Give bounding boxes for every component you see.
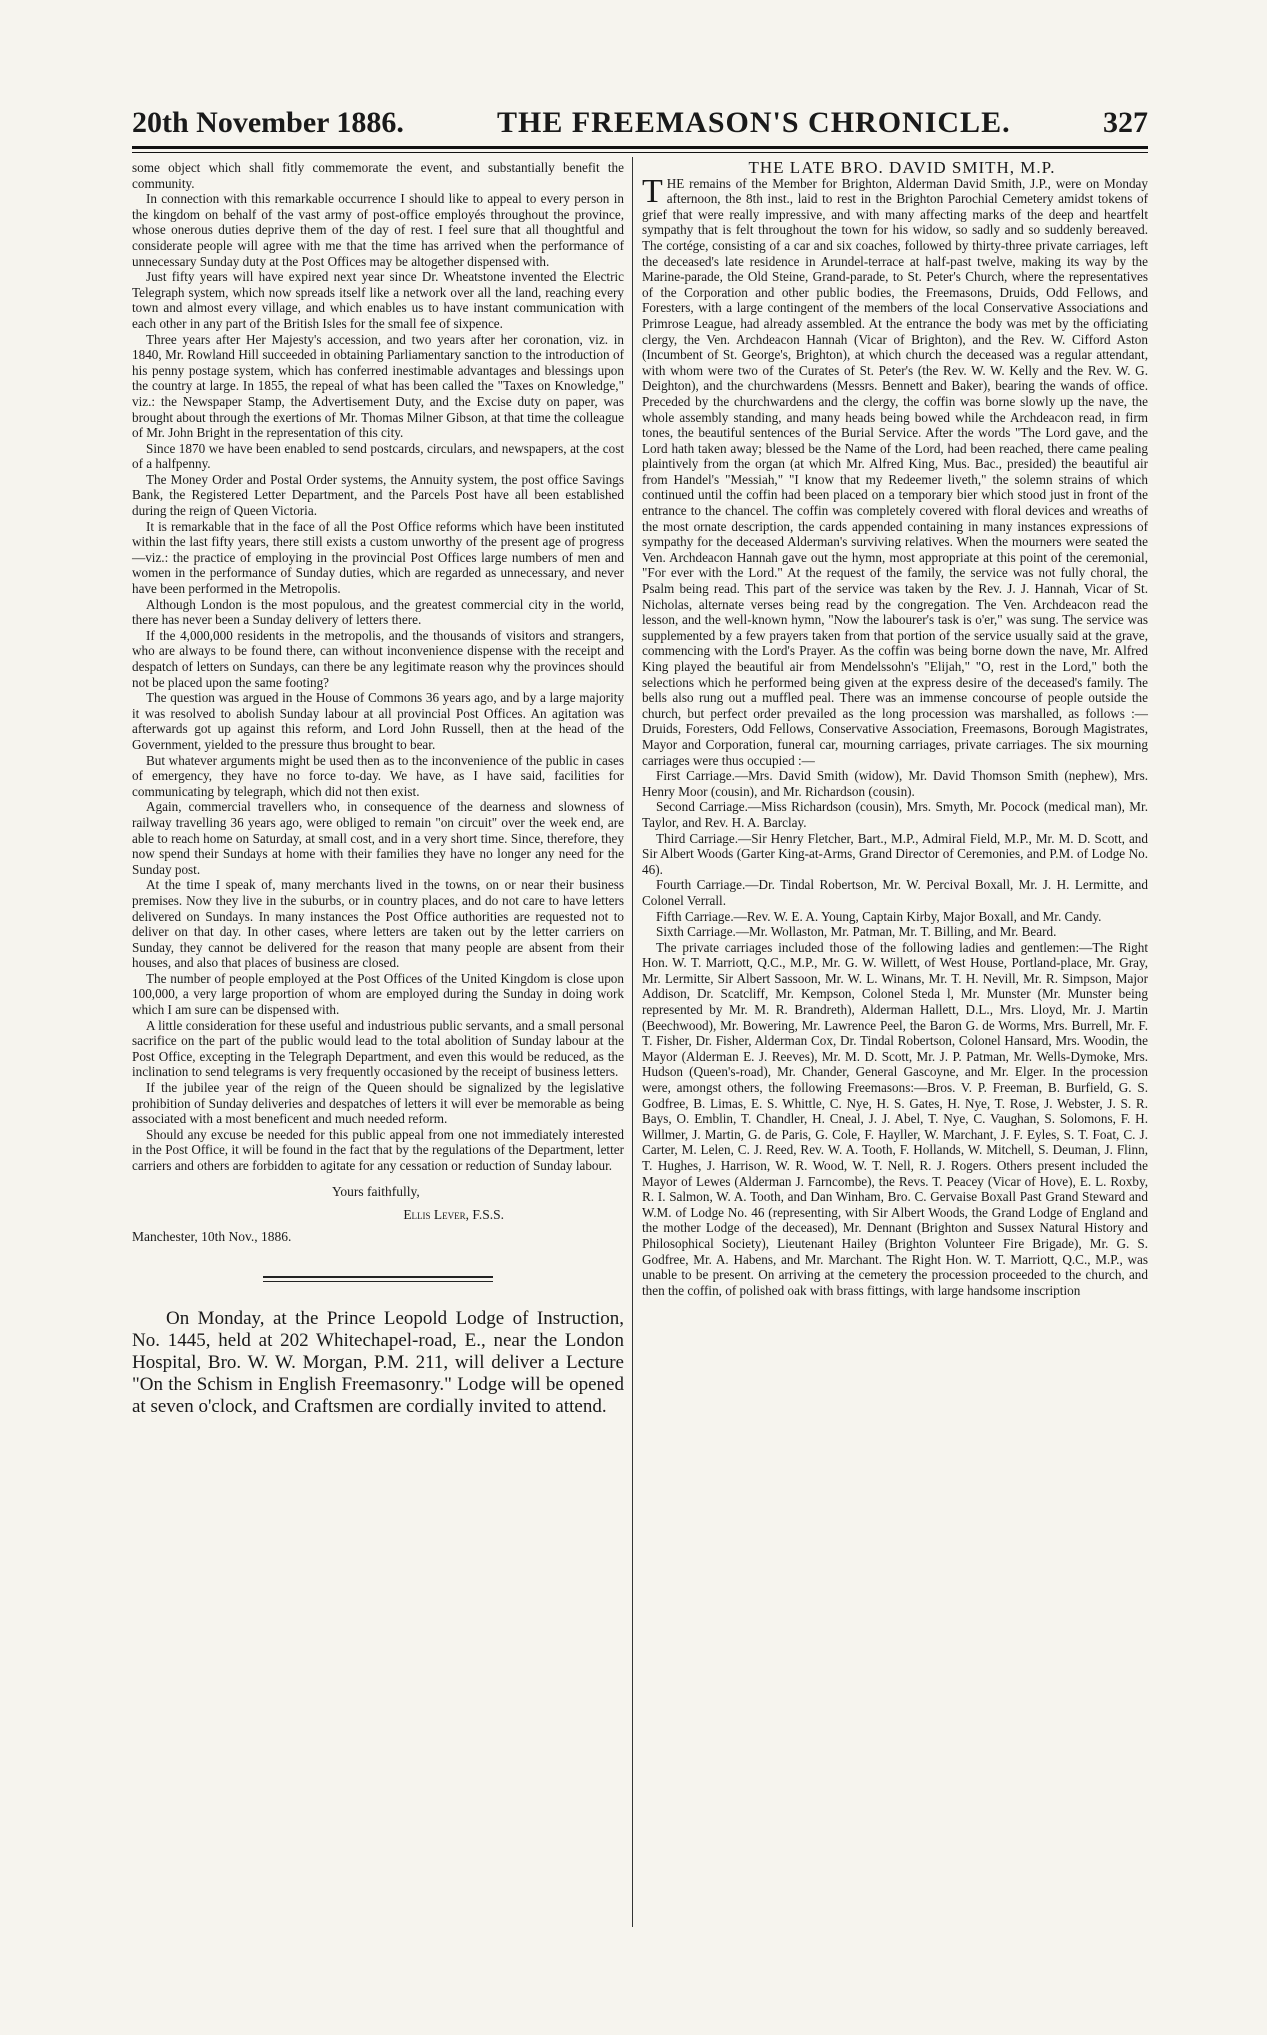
- paragraph: In connection with this remarkable occurrence I should like to appeal to every person in the kingdom on behalf of the vast army of post-office employés throughout the province, whose onerous duties deprive them of the day of rest. I feel sure that all thoughtful and considerate people will agree with me that the time has arrived when the performance of unnecessary Sunday duty at the Post Offices may be altogether dispensed with.: [132, 191, 624, 269]
- paragraph: A little consideration for these useful and industrious public servants, and a small personal sacrifice on the part of the public would lead to the total abolition of Sunday labour at the Post Office, excepting in the Telegraph Department, and even this would be reduced, as the inclination to send telegrams is very frequently occasioned by the receipt of business letters.: [132, 1017, 624, 1080]
- page-number: 327: [1103, 106, 1148, 139]
- paragraph: But whatever arguments might be used then as to the inconvenience of the public in cases of emergency, they have no force to-day. We have, as I have said, facilities for communicating by telegraph, which did not then exist.: [132, 752, 624, 799]
- letter-closing: Yours faithfully,: [332, 1183, 420, 1199]
- carriage-entry: First Carriage.—Mrs. David Smith (widow), Mr. David Thomson Smith (nephew), Mrs. Henry Moor (cousin), and Mr. Richardson (cousin).: [642, 768, 1148, 799]
- paragraph: Since 1870 we have been enabled to send postcards, circulars, and newspapers, at the cost of a halfpenny.: [132, 440, 624, 472]
- letter-signer: Ellis Lever, F.S.S.: [403, 1207, 504, 1223]
- masthead-rule: [132, 146, 1148, 149]
- paragraph: The number of people employed at the Post Offices of the United Kingdom is close upon 100,000, a very large proportion of whom are employed during the Sunday in doing work which I am sure can be dispensed with.: [132, 970, 624, 1018]
- issue-date: 20th November 1886.: [132, 106, 404, 139]
- publication-title: THE FREEMASON'S CHRONICLE.: [497, 106, 1011, 139]
- private-carriages-paragraph: The private carriages included those of the following ladies and gentlemen:—The Right Hon. W. T. Marriott, Q.C., M.P., Mr. G. W. Willett, of West House, Portland-place, Mr. Gray, Mr. Lermitte, Sir Albert Sassoon, Mr. W. L. Winans, Mr. T. H. Nevill, Mr. R. Simpson, Major Addison, Dr. Scatcliff, Mr. Kempson, Colonel Steda l, Mr. Munster (Mr. Munster being represented by Mr. M. R. Brandreth), Alderman Hallett, D.L., Mrs. Lloyd, Mr. J. Martin (Beechwood), Mr. Bowering, Mr. Lawrence Peel, the Baron G. de Worms, Mrs. Burrell, Mr. F. T. Fisher, Dr. Fisher, Alderman Cox, Dr. Tindal Robertson, Colonel Hansard, Mrs. Woodin, the Mayor (Alderman E. J. Reeves), Mr. M. D. Scott, Mr. J. P. Patman, Mr. Wells-Dymoke, Mrs. Hudson (Queen's-road), Mr. Chander, General Gascoyne, and Mr. Elger. In the procession were, amongst others, the following Freemasons:—Bros. V. P. Freeman, B. Burfield, G. S. Godfree, B. Limas, E. S. Whittle, C. Nye, H. S. Gates, H. Nye, T. Rose, J. Webster, J. S. R. Bays, O. Emblin, T. Chandler, H. Cneal, J. J. Abel, T. Nye, C. Vaughan, S. Solomons, F. H. Willmer, J. Martin, G. de Paris, G. Cole, F. Hayller, W. Marchant, J. F. Eyles, S. T. Foat, C. J. Carter, M. Lelen, C. J. Reed, Rev. W. A. Tooth, F. Hollands, W. Mitchell, S. Deuman, J. Flinn, T. Hughes, J. Harrison, W. R. Wood, W. T. Nell, R. J. Rogers. Others present included the Mayor of Lewes (Alderman J. Farncombe), the Revs. T. Peacey (Vicar of Hove), E. L. Roxby, R. I. Salmon, W. A. Tooth, and Dan Winham, Bro. C. Gervaise Boxall Past Grand Steward and W.M. of Lodge No. 46 (representing, with Sir Albert Woods, the Grand Lodge of England and the mother Lodge of the deceased), Mr. Dennant (Brighton and Sussex Natural History and Philosophical Society), Lieutenant Hailey (Brighton Volunteer Fire Brigade), Mr. G. S. Godfree, Mr. A. Habens, and Mr. Marchant. The Right Hon. W. T. Marriott, Q.C., M.P., was unable to be present. On arriving at the cemetery the procession proceeded to the church, and then the coffin, of polished oak with brass fittings, with large handsome inscription: [642, 939, 1148, 1298]
- paragraph: It is remarkable that in the face of all the Post Office reforms which have been instituted within the last fifty years, there still exists a custom unworthy of the present age of progress—viz.: the practice of employing in the provincial Post Offices large numbers of men and women in the performance of Sunday duties, which are regarded as unnecessary, and never have been performed in the Metropolis.: [132, 518, 624, 597]
- lodge-notice: [132, 1308, 624, 1418]
- right-column: [642, 160, 1148, 1298]
- paragraph: Three years after Her Majesty's accession, and two years after her coronation, viz. in 1840, Mr. Rowland Hill succeeded in obtaining Parliamentary sanction to the introduction of his penny postage system, which has conferred inestimable advantages and blessings upon the country at large. In 1855, the repeal of what has been called the "Taxes on Knowledge," viz.: the Newspaper Stamp, the Advertisement Duty, and the Excise duty on paper, was brought about through the exertions of Mr. Thomas Milner Gibson, at that time the colleague of Mr. John Bright in the representation of this city.: [132, 331, 624, 441]
- paragraph: If the 4,000,000 residents in the metropolis, and the thousands of visitors and strangers, who are always to be found there, can without inconvenience dispense with the receipt and despatch of letters on Sundays, can there be any legitimate reason why the provinces should not be placed upon the same footing?: [132, 627, 624, 690]
- paragraph: Just fifty years will have expired next year since Dr. Wheatstone invented the Electric Telegraph system, which now spreads itself like a network over all the land, reaching every town and almost every village, and which enables us to have instant communication with each other in any part of the British Isles for the small fee of sixpence.: [132, 269, 624, 331]
- article-lead-text: HE remains of the Member for Brighton, Alderman David Smith, J.P., were on Monday afternoon, the 8th inst., laid to rest in the Brighton Parochial Cemetery amidst tokens of grief that were really impressive, and with many affecting marks of the deep and heartfelt sympathy that is felt throughout the town for his widow, so sadly and so suddenly bereaved. The cortége, consisting of a car and six coaches, followed by thirty-three private carriages, left the deceased's late residence in Arundel-terrace at half-past twelve, making its way by the Marine-parade, the Old Steine, Grand-parade, to St. Peter's Church, where the representatives of the Corporation and other public bodies, the Freemasons, Druids, Odd Fellows, and Foresters, with a large contingent of the members of the local Conservative Associations and Primrose League, had already assembled. At the entrance the body was met by the officiating clergy, the Ven. Archdeacon Hannah (Vicar of Brighton), and the Rev. W. Cifford Aston (Incumbent of St. George's, Brighton), at which church the deceased was a regular attendant, with whom were two of the Curates of St. Peter's (the Rev. W. W. Kelly and the Rev. W. G. Deighton), and the churchwardens (Messrs. Bennett and Baker), bearing the wands of office. Preceded by the churchwardens and the clergy, the coffin was borne slowly up the nave, the whole assembly standing, and many heads being bowed while the Archdeacon read, in firm tones, the beautiful sentences of the Burial Service. After the words "The Lord gave, and the Lord hath taken away; blessed be the Name of the Lord, had been reached, there came pealing plaintively from the organ (at which Mr. Alfred King, Mus. Bac., presided) the beautiful air from Handel's "Messiah," "I know that my Redeemer liveth," the solemn strains of which continued until the coffin had been placed on a temporary bier which stood just in front of the entrance to the chancel. The coffin was completely covered with floral devices and wreaths of the most ornate description, the cards appended containing in many instances expressions of sympathy for the deceased Alderman's surviving relatives. When the mourners were seated the Ven. Archdeacon Hannah gave out the hymn, most appropriate at this point of the ceremonial, "For ever with the Lord." At the request of the family, the service was not fully choral, the Psalm being read. This part of the service was taken by the Rev. J. J. Hannah, Vicar of St. Nicholas, alternate verses being read by the congregation. The Ven. Archdeacon read the lesson, and the well-known hymn, "Now the labourer's task is o'er," was sung. The service was supplemented by a few prayers taken from that portion of the service usually said at the grave, commencing with the Lord's Prayer. As the coffin was being borne down the nave, Mr. Alfred King played the beautiful air from Mendelssohn's "Elijah," "O, rest in the Lord," both the selections which he performed being given at the express desire of the deceased's family. The bells also rung out a muffled peal. There was an immense concourse of people outside the church, but perfect order prevailed as the long procession was marshalled, as follows :—Druids, Foresters, Odd Fellows, Conservative Association, Freemasons, Borough Magistrates, Mayor and Corporation, funeral car, mourning carriages, private carriages. The six mourning carriages were thus occupied :—: [642, 175, 1148, 768]
- masthead-rule-thin: [132, 152, 1148, 153]
- paragraph: The Money Order and Postal Order systems, the Annuity system, the post office Savings Bank, the Registered Letter Department, and the Parcels Post have all been established during the reign of Queen Victoria.: [132, 471, 624, 519]
- masthead: [132, 92, 1148, 144]
- paragraph: Should any excuse be needed for this public appeal from one not immediately interested in the Post Office, it will be found in the fact that by the regulations of the Department, letter carriers and others are forbidden to agitate for any cessation or reduction of Sunday labour.: [132, 1126, 624, 1173]
- carriage-entry: Fifth Carriage.—Rev. W. E. A. Young, Captain Kirby, Major Boxall, and Mr. Candy.: [656, 908, 1102, 924]
- article-lead-paragraph: [642, 172, 1148, 769]
- letter-place-date: Manchester, 10th Nov., 1886.: [132, 1228, 292, 1244]
- carriage-entry: Second Carriage.—Miss Richardson (cousin), Mrs. Smyth, Mr. Pocock (medical man), Mr. Taylor, and Rev. H. A. Barclay.: [642, 799, 1148, 830]
- drop-cap: T: [642, 172, 663, 210]
- carriage-entry: Sixth Carriage.—Mr. Wollaston, Mr. Patman, Mr. T. Billing, and Mr. Beard.: [656, 924, 1057, 940]
- section-separator-thin: [263, 1281, 493, 1282]
- paragraph: Again, commercial travellers who, in consequence of the dearness and slowness of railway travelling 36 years ago, were obliged to remain "on circuit" over the week end, are able to reach home on Saturday, at small cost, and in a very short time. Since, therefore, they now spend their Sundays at home with their families they have no longer any need for the Sunday post.: [132, 799, 624, 877]
- left-column: [132, 160, 624, 1418]
- column-divider: [632, 157, 633, 1927]
- lodge-notice-text: On Monday, at the Prince Leopold Lodge of Instruction, No. 1445, held at 202 Whitechapel-road, E., near the London Hospital, Bro. W. W. Morgan, P.M. 211, will deliver a Lecture "On the Schism in English Freemasonry." Lodge will be opened at seven o'clock, and Craftsmen are cordially invited to attend.: [132, 1308, 624, 1418]
- paragraph: The question was argued in the House of Commons 36 years ago, and by a large majority it was resolved to abolish Sunday labour at all provincial Post Offices. An agitation was afterwards got up against this reform, and Lord John Russell, then at the head of the Government, yielded to the pressure thus brought to bear.: [132, 690, 624, 752]
- section-separator: [263, 1276, 493, 1278]
- paragraph: At the time I speak of, many merchants lived in the towns, on or near their business premises. Now they live in the suburbs, or in country places, and do not care to have letters delivered on Sundays. In many instances the Post Office authorities are requested not to deliver on that day. In other cases, where letters are taken out by the letter carriers on Sunday, they cannot be delivered for the reason that many people are absent from their houses, and also that places of business are closed.: [132, 877, 624, 971]
- carriage-entry: Fourth Carriage.—Dr. Tindal Robertson, Mr. W. Percival Boxall, Mr. J. H. Lermitte, and Colonel Verrall.: [642, 877, 1148, 908]
- letter-signoff: [132, 1184, 624, 1245]
- paragraph: Although London is the most populous, and the greatest commercial city in the world, there has never been a Sunday delivery of letters there.: [132, 596, 624, 628]
- article-title: THE LATE BRO. DAVID SMITH, M.P.: [748, 158, 1056, 177]
- paragraph: If the jubilee year of the reign of the Queen should be signalized by the legislative prohibition of Sunday deliveries and despatches of letters it will ever be memorable as being associated with a most beneficent and much needed reform.: [132, 1080, 624, 1127]
- carriage-entry: Third Carriage.—Sir Henry Fletcher, Bart., M.P., Admiral Field, M.P., Mr. M. D. Scott, and Sir Albert Woods (Garter King-at-Arms, Grand Director of Ceremonies, and P.M. of Lodge No. 46).: [642, 830, 1148, 877]
- paragraph: some object which shall fitly commemorate the event, and substantially benefit the community.: [132, 160, 624, 191]
